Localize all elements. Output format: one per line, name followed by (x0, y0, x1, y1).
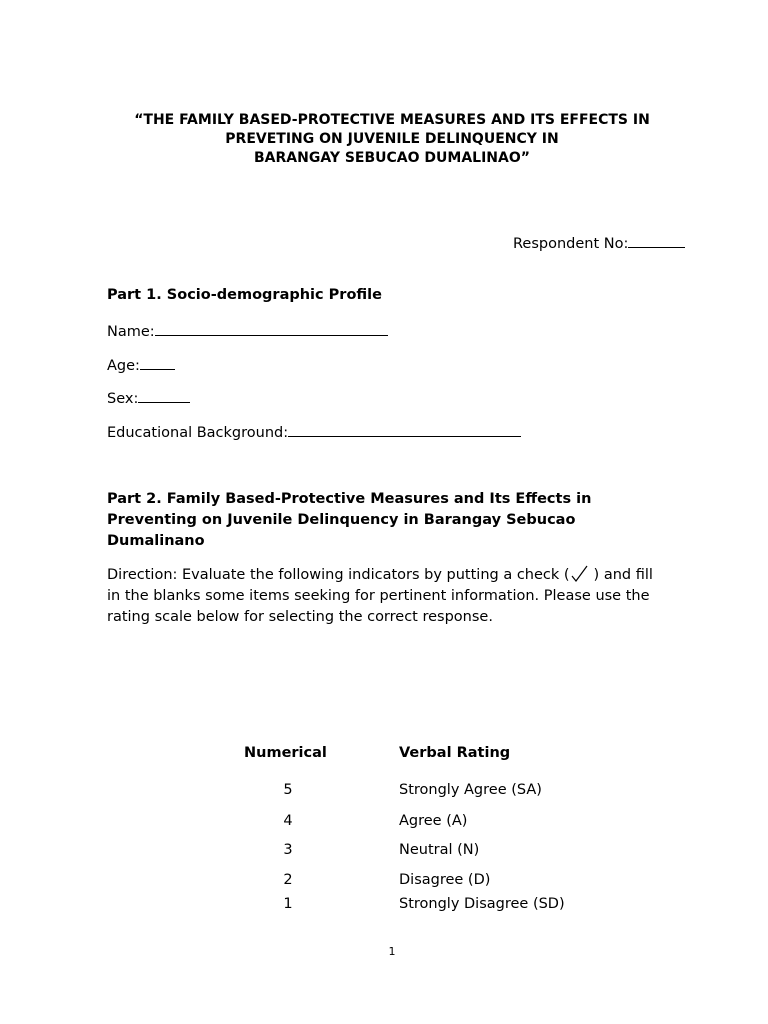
title-line-1: “THE FAMILY BASED-PROTECTIVE MEASURES AND ITS EFFECTS IN (134, 112, 650, 128)
rating-num-4: 4 (283, 813, 293, 829)
sex-label: Sex: (107, 391, 139, 407)
name-field (107, 321, 388, 340)
part2-heading-line-3: Dumalinano (107, 533, 205, 549)
part2-heading-line-2: Preventing on Juvenile Delinquency in Barangay Sebucao (107, 512, 576, 528)
rating-num-5: 5 (283, 782, 293, 798)
respondent-number-label: Respondent No: (513, 236, 629, 252)
direction-line-1 (107, 565, 653, 586)
header-numerical: Numerical (244, 745, 327, 761)
document-title (60, 111, 724, 168)
rating-num-1: 1 (283, 896, 293, 912)
education-field (107, 422, 521, 441)
respondent-number-blank (628, 233, 685, 248)
direction-line-2: in the blanks some items seeking for pertinent information. Please use the (107, 588, 650, 604)
part2-heading (107, 489, 647, 552)
part1-heading: Part 1. Socio-demographic Profile (107, 287, 382, 303)
title-line-2: PREVETING ON JUVENILE DELINQUENCY IN (225, 131, 559, 147)
name-label: Name: (107, 324, 155, 340)
part2-heading-line-1: Part 2. Family Based-Protective Measures and Its Effects in (107, 491, 592, 507)
age-blank (140, 355, 175, 370)
respondent-number-field (513, 233, 685, 252)
education-label: Educational Background: (107, 425, 289, 441)
rating-verbal-4: Agree (A) (399, 813, 468, 829)
rating-num-3: 3 (283, 842, 293, 858)
name-blank (155, 321, 388, 336)
age-label: Age: (107, 358, 140, 374)
page-number: 1 (388, 945, 396, 958)
rating-verbal-1: Strongly Disagree (SD) (399, 896, 565, 912)
checkmark-icon (570, 565, 594, 583)
header-verbal-rating: Verbal Rating (399, 745, 511, 761)
title-line-3: BARANGAY SEBUCAO DUMALINAO” (254, 150, 530, 166)
rating-verbal-5: Strongly Agree (SA) (399, 782, 542, 798)
rating-num-2: 2 (283, 872, 293, 888)
age-field (107, 355, 175, 374)
direction-line-1-start: Direction: Evaluate the following indicators by putting a check ( (107, 567, 570, 583)
sex-blank (138, 388, 190, 403)
sex-field (107, 388, 190, 407)
rating-verbal-3: Neutral (N) (399, 842, 480, 858)
education-blank (288, 422, 521, 437)
direction-line-1-end: ) and fill (593, 567, 653, 583)
direction-text (107, 565, 653, 628)
direction-line-3: rating scale below for selecting the correct response. (107, 609, 493, 625)
rating-verbal-2: Disagree (D) (399, 872, 491, 888)
